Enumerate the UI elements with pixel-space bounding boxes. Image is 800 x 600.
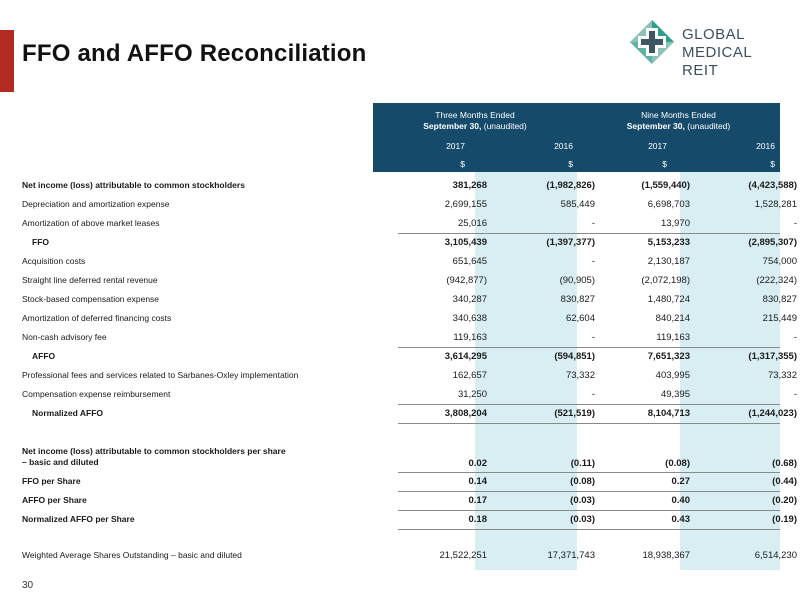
cell-value: 3,808,204: [444, 408, 487, 419]
row-label: Acquisition costs: [22, 256, 86, 266]
cell-value: -: [591, 389, 595, 400]
cell-value: (2,072,198): [641, 275, 690, 286]
cell-value: 5,153,233: [647, 237, 690, 248]
cell-value: 0.40: [671, 495, 690, 506]
cell-value: -: [793, 332, 797, 343]
cell-value: 651,645: [452, 256, 487, 267]
row-label: Net income (loss) attributable to common stockholders: [22, 180, 245, 190]
cell-value: (1,317,355): [748, 351, 797, 362]
group-three-months-label: Three Months Ended: [435, 110, 515, 120]
group-nine-months-label: Nine Months Ended: [641, 110, 716, 120]
cell-value: 0.02: [468, 458, 487, 469]
cell-value: (594,851): [554, 351, 595, 362]
cell-value: 3,614,295: [444, 351, 487, 362]
group-nine-months: [577, 110, 780, 132]
row-label: Non-cash advisory fee: [22, 332, 107, 342]
cell-value: (4,423,588): [748, 180, 797, 191]
cell-value: 0.18: [468, 514, 487, 525]
row-label: Compensation expense reimbursement: [22, 389, 171, 399]
group-three-months-note: (unaudited): [481, 121, 527, 131]
year-header: 2017: [446, 141, 465, 151]
page-number: 30: [22, 580, 34, 591]
row-rule: [398, 491, 780, 492]
subtotal-rule: [398, 233, 780, 234]
row-label: Stock-based compensation expense: [22, 294, 160, 304]
cell-value: 31,250: [457, 389, 487, 400]
row-label: AFFO per Share: [22, 495, 87, 505]
cell-value: 340,638: [452, 313, 487, 324]
row-label: Amortization of above market leases: [22, 218, 160, 228]
currency-header: $: [770, 159, 775, 169]
row-label: Amortization of deferred financing costs: [22, 313, 172, 323]
cell-value: (942,877): [446, 275, 487, 286]
cell-value: 62,604: [565, 313, 595, 324]
cell-value: 830,827: [560, 294, 595, 305]
cell-value: (90,905): [559, 275, 595, 286]
row-label-line-2: – basic and diluted: [22, 457, 99, 467]
cell-value: 6,514,230: [754, 550, 797, 561]
cell-value: 3,105,439: [444, 237, 487, 248]
year-header: 2017: [648, 141, 667, 151]
row-rule: [398, 529, 780, 530]
cell-value: 7,651,323: [647, 351, 690, 362]
cell-value: 119,163: [656, 332, 690, 343]
cell-value: (1,559,440): [641, 180, 690, 191]
currency-header: $: [568, 159, 573, 169]
cell-value: 13,970: [660, 218, 690, 229]
row-label: Normalized AFFO: [32, 408, 103, 418]
cell-value: (0.08): [665, 458, 690, 469]
row-label: Depreciation and amortization expense: [22, 199, 170, 209]
cell-value: (0.68): [772, 458, 797, 469]
cell-value: 340,287: [452, 294, 487, 305]
cell-value: 119,163: [453, 332, 487, 343]
subtotal-rule: [398, 404, 780, 405]
cell-value: 1,480,724: [647, 294, 690, 305]
group-three-months: [373, 110, 577, 132]
cell-value: 162,657: [452, 370, 487, 381]
cell-value: (0.03): [570, 514, 595, 525]
cell-value: -: [591, 218, 595, 229]
cell-value: 73,332: [565, 370, 595, 381]
cell-value: (1,982,826): [546, 180, 595, 191]
cell-value: 2,699,155: [444, 199, 487, 210]
cell-value: 21,522,251: [439, 550, 487, 561]
cell-value: 73,332: [767, 370, 797, 381]
row-label: Normalized AFFO per Share: [22, 514, 135, 524]
cell-value: 6,698,703: [647, 199, 690, 210]
page-title: FFO and AFFO Reconciliation: [22, 40, 367, 67]
row-rule: [398, 472, 780, 473]
row-label: Professional fees and services related to Sarbanes-Oxley implementation: [22, 370, 299, 380]
cell-value: (0.08): [570, 476, 595, 487]
cell-value: 0.43: [671, 514, 690, 525]
cell-value: 215,449: [762, 313, 797, 324]
cell-value: 0.27: [671, 476, 690, 487]
row-label: AFFO: [32, 351, 56, 361]
row-label-line-1: Net income (loss) attributable to common stockholders per share: [22, 446, 286, 456]
year-header: 2016: [554, 141, 573, 151]
row-label: FFO: [32, 237, 49, 247]
cell-value: (521,519): [554, 408, 595, 419]
accent-bar: [0, 30, 14, 92]
cell-value: (1,397,377): [546, 237, 595, 248]
cell-value: -: [591, 256, 595, 267]
cell-value: (0.03): [570, 495, 595, 506]
cell-value: (2,895,307): [748, 237, 797, 248]
cell-value: 403,995: [655, 370, 690, 381]
row-label: Straight line deferred rental revenue: [22, 275, 158, 285]
cell-value: 840,214: [655, 313, 690, 324]
total-rule: [398, 423, 780, 424]
cell-value: (0.44): [772, 476, 797, 487]
year-header: 2016: [756, 141, 775, 151]
cell-value: -: [793, 218, 797, 229]
currency-header: $: [662, 159, 667, 169]
cell-value: 381,268: [452, 180, 487, 191]
cell-value: (1,244,023): [748, 408, 797, 419]
cell-value: -: [591, 332, 595, 343]
cell-value: 830,827: [762, 294, 797, 305]
cell-value: 0.17: [468, 495, 487, 506]
logo-cross-icon: [630, 20, 674, 64]
logo-wordmark: [682, 26, 790, 80]
cell-value: 0.14: [468, 476, 487, 487]
currency-header: $: [460, 159, 465, 169]
cell-value: 49,395: [660, 389, 690, 400]
logo-line-1: GLOBAL: [682, 26, 746, 43]
cell-value: 25,016: [457, 218, 487, 229]
cell-value: 17,371,743: [547, 550, 595, 561]
company-logo: [630, 18, 790, 79]
row-label: FFO per Share: [22, 476, 81, 486]
group-nine-months-date: September 30,: [626, 121, 685, 131]
cell-value: 2,130,187: [647, 256, 690, 267]
group-three-months-date: September 30,: [423, 121, 482, 131]
cell-value: 1,528,281: [754, 199, 797, 210]
cell-value: 18,938,367: [642, 550, 690, 561]
subtotal-rule: [398, 347, 780, 348]
cell-value: (0.20): [772, 495, 797, 506]
cell-value: 585,449: [560, 199, 595, 210]
row-rule: [398, 510, 780, 511]
cell-value: (222,324): [756, 275, 797, 286]
group-nine-months-note: (unaudited): [684, 121, 731, 131]
cell-value: 754,000: [762, 256, 797, 267]
cell-value: 8,104,713: [647, 408, 690, 419]
row-label: Weighted Average Shares Outstanding – basic and diluted: [22, 550, 242, 560]
cell-value: -: [793, 389, 797, 400]
logo-line-2: MEDICAL REIT: [682, 44, 752, 79]
table-header: [373, 103, 780, 172]
cell-value: (0.11): [570, 458, 595, 469]
cell-value: (0.19): [772, 514, 797, 525]
